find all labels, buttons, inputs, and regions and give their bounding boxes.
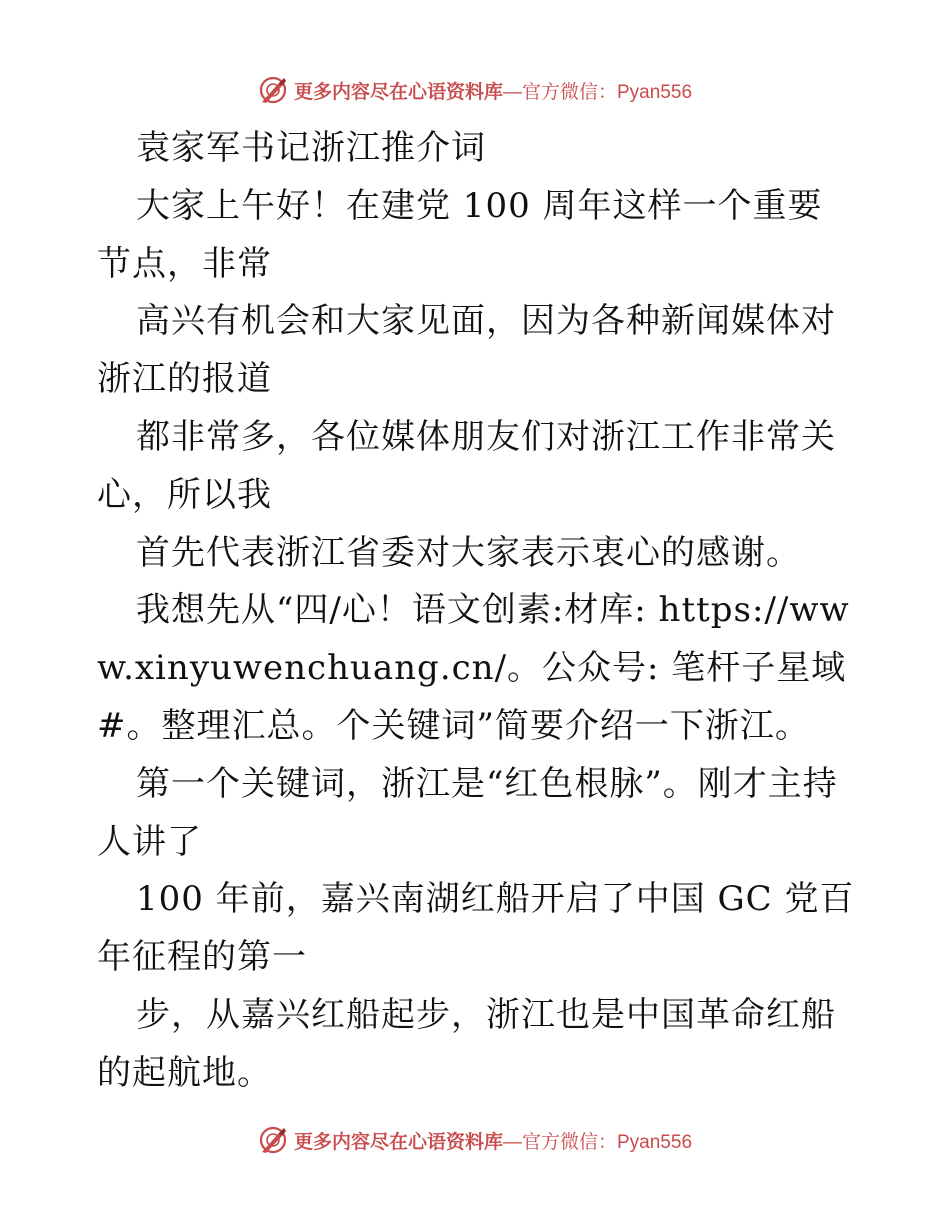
site-name: 更多内容尽在心语资料库 — [293, 80, 503, 103]
paragraph: 高兴有机会和大家见面，因为各种新闻媒体对浙江的报道 — [97, 301, 836, 400]
pen-logo-icon — [258, 75, 288, 105]
wechat-contact: —官方微信：Pyan556 — [503, 81, 693, 103]
paragraph: 都非常多，各位媒体朋友们对浙江工作非常关心，所以我 — [97, 416, 836, 515]
paragraph: 第一个关键词，浙江是“红色根脉”。刚才主持人讲了 — [97, 763, 838, 862]
paragraph: 100 年前，嘉兴南湖红船开启了中国 GC 党百年征程的第一 — [97, 879, 855, 978]
paragraph: 大家上午好！在建党 100 周年这样一个重要节点，非常 — [97, 185, 823, 284]
paragraph: 步，从嘉兴红船起步，浙江也是中国革命红船的起航地。 — [97, 994, 836, 1093]
paragraph: 首先代表浙江省委对大家表示衷心的感谢。 — [136, 532, 801, 573]
footer-banner — [0, 1120, 950, 1160]
site-name: 更多内容尽在心语资料库 — [293, 1130, 503, 1153]
document-body — [97, 120, 857, 1103]
paragraph: 我想先从“四/心！语文创素:材库: https://www.xinyuwenchuang.cn/。公众号: 笔杆子星域#。整理汇总。个关键词”简要介绍一下浙江。 — [97, 590, 850, 746]
pen-logo-icon — [258, 1125, 288, 1155]
wechat-contact: —官方微信：Pyan556 — [503, 1131, 693, 1153]
header-banner — [0, 70, 950, 110]
document-title: 袁家军书记浙江推介词 — [136, 128, 486, 168]
